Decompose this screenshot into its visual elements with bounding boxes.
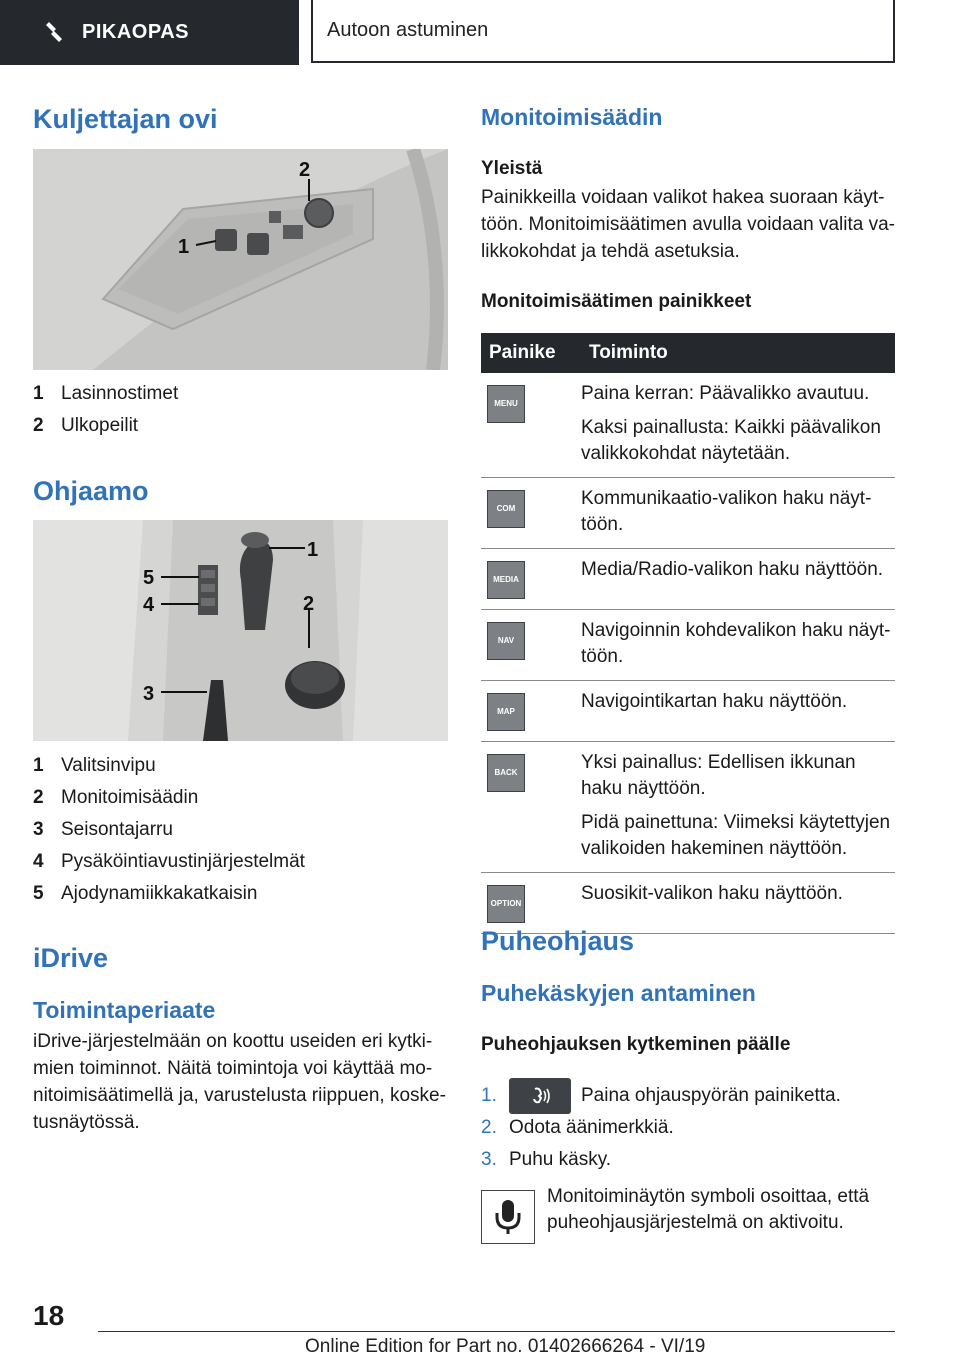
wrench-icon: [42, 20, 68, 46]
general-paragraph: Painikkeilla voidaan valikot hakea suoraan käyt- töön. Monitoimisäätimen avulla voidaan valita va- likkokohdat ja tehdä asetuksia.: [481, 187, 895, 262]
steering-voice-button-icon: [509, 1078, 571, 1114]
media-key-icon: MEDIA: [487, 561, 525, 599]
idrive-heading: iDrive: [33, 943, 109, 973]
table-row: BACK Yksi painallus: Edellisen ikkunan haku näyttöön. Pidä painettuna: Viimeksi käytettyjen valikoiden hakeminen näyttöön.: [481, 742, 895, 873]
svg-text:4: 4: [143, 594, 155, 616]
legend-item: 1 Valitsinvipu: [33, 755, 156, 776]
footer-divider: [98, 1331, 895, 1332]
step-item: 3. Puhu käsky.: [481, 1149, 612, 1170]
com-key-icon: COM: [487, 490, 525, 528]
activate-heading: Puheohjauksen kytkeminen päälle: [481, 1034, 791, 1055]
legend-item: 5 Ajodynamiikkakatkaisin: [33, 883, 258, 904]
page-number: 18: [33, 1300, 65, 1331]
back-key-icon: BACK: [487, 754, 525, 792]
legend-item: 2 Ulkopeilit: [33, 415, 139, 436]
legend-item: 1 Lasinnostimet: [33, 383, 179, 404]
door-legend: [33, 378, 178, 442]
buttons-heading: Monitoimisäätimen painikkeet: [481, 291, 752, 312]
svg-text:1: 1: [178, 236, 190, 258]
table-row: MAP Navigointikartan haku näyttöön.: [481, 681, 895, 742]
general-heading: Yleistä: [481, 158, 543, 179]
section-label: PIKAOPAS: [82, 21, 189, 43]
controller-buttons-table: [481, 333, 895, 934]
nav-key-icon: NAV: [487, 622, 525, 660]
option-key-icon: OPTION: [487, 885, 525, 923]
svg-text:1: 1: [307, 539, 319, 561]
legend-item: 3 Seisontajarru: [33, 819, 173, 840]
table-row: MENU Paina kerran: Päävalikko avautuu. Kaksi painallusta: Kaikki päävalikon valikkokohdat näytetään.: [481, 373, 895, 478]
door-panel-image: [33, 149, 448, 370]
svg-text:2: 2: [299, 159, 311, 181]
cockpit-legend: [33, 750, 305, 910]
voice-subheading: Puhekäskyjen antaminen: [481, 980, 756, 1006]
svg-text:2: 2: [303, 593, 315, 615]
center-console-image: [33, 520, 448, 741]
door-heading: Kuljettajan ovi: [33, 104, 218, 134]
microphone-icon: [481, 1190, 535, 1244]
column-header-function: Toiminto: [581, 333, 895, 373]
legend-item: 4 Pysäköintiavustinjärjestelmät: [33, 851, 305, 872]
voice-steps: [481, 1080, 841, 1176]
table-row: COM Kommunikaatio-valikon haku näyt-töön.: [481, 478, 895, 549]
table-row: OPTION Suosikit-valikon haku näyttöön.: [481, 873, 895, 934]
table-row: MEDIA Media/Radio-valikon haku näyttöön.: [481, 549, 895, 610]
idrive-paragraph: iDrive-järjestelmään on koottu useiden eri kytki- mien toiminnot. Näitä toimintoja voi käyttää mo- nitoimisäätimellä ja, varustelusta riippuen, koske- tusnäytössä.: [33, 1031, 446, 1133]
step-item: 2. Odota äänimerkkiä.: [481, 1117, 674, 1138]
legend-item: 2 Monitoimisäädin: [33, 787, 199, 808]
column-header-button: Painike: [481, 333, 581, 373]
voice-note: Monitoiminäytön symboli osoittaa, että puheohjausjärjestelmä on aktivoitu.: [547, 1186, 870, 1233]
map-key-icon: MAP: [487, 693, 525, 731]
svg-text:5: 5: [143, 567, 155, 589]
voice-heading: Puheohjaus: [481, 926, 635, 956]
step-item: 1. Paina ohjauspyörän painiketta.: [481, 1080, 841, 1112]
chapter-title: Autoon astuminen: [327, 19, 489, 41]
section-tab[interactable]: [0, 0, 299, 65]
table-row: NAV Navigoinnin kohdevalikon haku näyt-töön.: [481, 610, 895, 681]
svg-text:3: 3: [143, 683, 155, 705]
idrive-subheading: Toimintaperiaate: [33, 997, 216, 1023]
controller-heading: Monitoimisäädin: [481, 104, 663, 130]
cockpit-heading: Ohjaamo: [33, 476, 149, 506]
menu-key-icon: MENU: [487, 385, 525, 423]
chapter-tab: [311, 0, 895, 63]
edition-note: Online Edition for Part no. 01402666264 - VI/19: [305, 1336, 706, 1357]
